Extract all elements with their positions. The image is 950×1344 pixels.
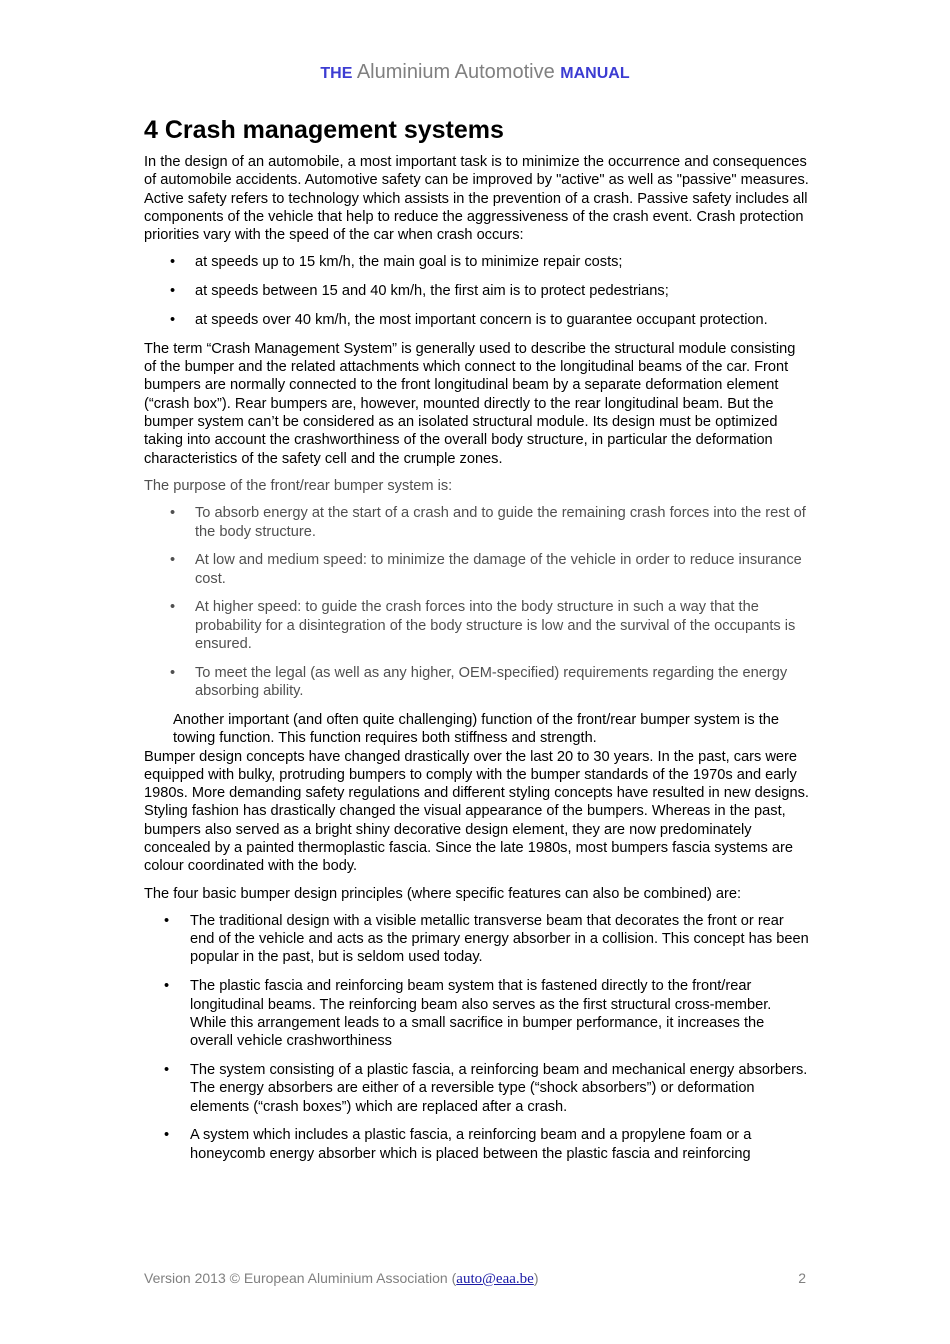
purpose-intro: The purpose of the front/rear bumper system is: [144, 477, 453, 494]
principles-list [144, 912, 809, 1163]
speed-list [144, 253, 809, 329]
page-footer [144, 1269, 806, 1288]
list-item: • At low and medium speed: to minimize the damage of the vehicle in order to reduce insurance cost. [170, 552, 802, 587]
intro-paragraph: In the design of an automobile, a most important task is to minimize the occurrence and consequences of automobile accidents. Automotive safety can be improved by "active" as well as "passive" measures. Active safety refers to technology which assists in the prevention of a crash. Passive safety includes all components of the vehicle that help to reduce the aggressiveness of the crash event. Crash protection priorities vary with the speed of the car when crash occurs: [144, 154, 809, 244]
list-item: • at speeds up to 15 km/h, the main goal is to minimize repair costs; [170, 254, 623, 271]
list-item: • The traditional design with a visible metallic transverse beam that decorates the front or rear end of the vehicle and acts as the primary energy absorber in a collision. This concept has been popular in the past, but is seldom used today. [164, 912, 809, 966]
section-title: 4 Crash management systems [144, 116, 504, 144]
list-item: • To absorb energy at the start of a crash and to guide the remaining crash forces into the rest of the body structure. [170, 505, 806, 540]
header-title: Aluminium Automotive [356, 61, 555, 83]
bullet-icon: • [170, 312, 176, 329]
footer-close-paren: ) [533, 1270, 539, 1286]
bullet-icon: • [170, 552, 176, 569]
list-item: • To meet the legal (as well as any higher, OEM-specified) requirements regarding the energy absorbing ability. [170, 664, 788, 700]
cms-paragraph: The term “Crash Management System” is generally used to describe the structural module consisting of the bumper and the related attachments which connect to the longitudinal beams of the car. Front bumpers are normally connected to the front longitudinal beam by a separate deformation element (“crash box”). Rear bumpers are, however, mounted directly to the rear longitudinal beam. But the bumper system can’t be considered as an isolated structural module. Its design must be optimized taking into account the crashworthiness of the overall body structure, in particular the deformation characteristics of the safety cell and the crumple zones. [144, 340, 796, 467]
footer-version: Version 2013 © European Aluminium Association ( [144, 1270, 457, 1286]
bullet-icon: • [164, 978, 170, 995]
list-item: • The plastic fascia and reinforcing beam system that is fastened directly to the front/rear longitudinal beams. The reinforcing beam also serves as the first structural cross-member. While this arrangement leads to a small sacrifice in bumper performance, it increases the overall vehicle crashworthiness [164, 978, 772, 1050]
running-header [0, 60, 950, 86]
bullet-icon: • [170, 254, 176, 271]
bullet-icon: • [164, 1127, 170, 1144]
body-text [144, 153, 809, 1173]
towing-paragraph: Another important (and often quite challenging) function of the front/rear bumper system is the towing function. This function requires both stiffness and strength. [173, 711, 779, 747]
bullet-icon: • [164, 1061, 170, 1078]
list-item: • The system consisting of a plastic fascia, a reinforcing beam and mechanical energy absorbers. The energy absorbers are either of a reversible type (“shock absorbers”) or deformation elements (“crash boxes”) which are replaced after a crash. [164, 1061, 808, 1115]
header-the: THE [320, 65, 353, 82]
list-item: • at speeds over 40 km/h, the most important concern is to guarantee occupant protection. [170, 312, 768, 329]
footer-email-link[interactable]: auto@eaa.be [456, 1271, 534, 1287]
bullet-icon: • [170, 599, 176, 616]
principles-intro: The four basic bumper design principles (where specific features can also be combined) are: [144, 885, 742, 902]
purpose-list [144, 504, 809, 700]
header-manual: MANUAL [560, 65, 630, 82]
bullet-icon: • [170, 505, 176, 522]
page-number: 2 [798, 1270, 806, 1286]
list-item: • at speeds between 15 and 40 km/h, the first aim is to protect pedestrians; [170, 283, 669, 300]
bullet-icon: • [170, 283, 176, 300]
bullet-icon: • [164, 912, 170, 929]
bullet-icon: • [170, 664, 176, 681]
list-item: • At higher speed: to guide the crash forces into the body structure in such a way that the probability for a disintegration of the body structure is low and the survival of the occupants is ensured. [170, 599, 796, 653]
list-item: • A system which includes a plastic fascia, a reinforcing beam and a propylene foam or a honeycomb energy absorber which is placed between the plastic fascia and reinforcing [164, 1127, 752, 1162]
design-history-paragraph: Bumper design concepts have changed drastically over the last 20 to 30 years. In the past, cars were equipped with bulky, protruding bumpers to comply with the bumper standards of the 1970s and early 1980s. More demanding safety regulations and different styling concepts have resulted in new designs. Styling fashion has drastically changed the visual appearance of the bumpers. Whereas in the past, bumpers also served as a bright shiny decorative design element, they are now predominately concealed by a painted thermoplastic fascia. Since the late 1980s, most bumpers fascia systems are colour coordinated with the body. [144, 748, 809, 875]
